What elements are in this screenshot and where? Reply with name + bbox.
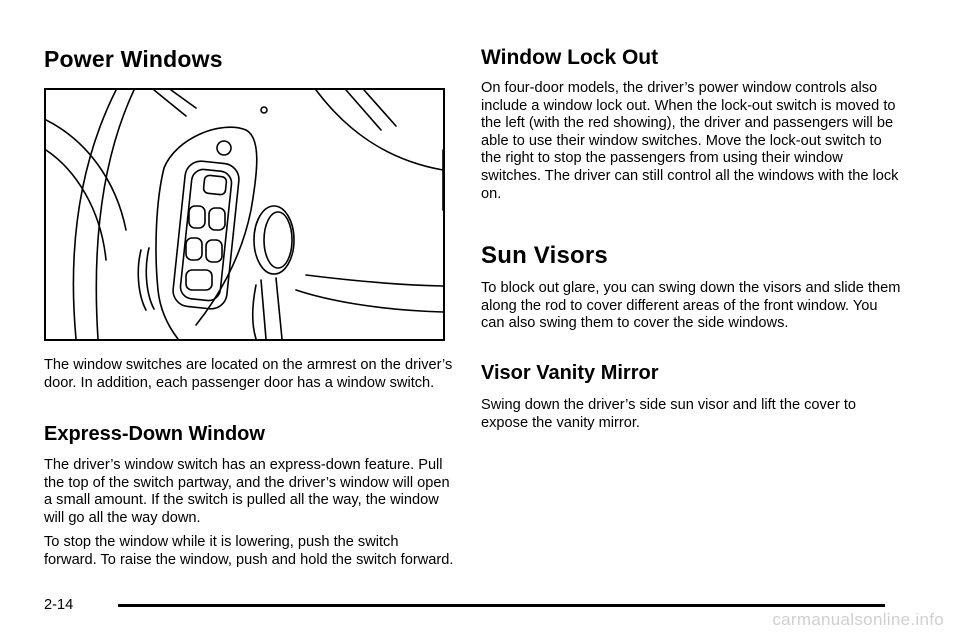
visor-vanity-mirror-heading: Visor Vanity Mirror (481, 362, 659, 384)
express-down-heading: Express-Down Window (44, 423, 265, 445)
sun-visors-paragraph: To block out glare, you can swing down the visors and slide them along the rod to cover different areas of the front window. You can also swing them to cover the side windows. (481, 280, 901, 332)
window-switch-illustration (44, 88, 445, 341)
window-lock-out-heading: Window Lock Out (481, 46, 659, 69)
intro-paragraph: The window switches are located on the armrest on the driver’s door. In addition, each passenger door has a window switch. (44, 357, 453, 391)
express-down-paragraph-1: The driver’s window switch has an express-down feature. Pull the top of the switch partway, and the driver’s window will open a small amount. If the switch is pulled all the way, the window will go all the way down. (44, 457, 450, 526)
express-down-paragraph-2: To stop the window while it is lowering, push the switch forward. To raise the window, push and hold the switch forward. (44, 534, 454, 568)
footer-rule (118, 604, 885, 607)
sun-visors-heading: Sun Visors (481, 242, 608, 269)
armrest-switch-drawing (46, 90, 443, 339)
page-title: Power Windows (44, 46, 223, 72)
visor-vanity-mirror-paragraph: Swing down the driver’s side sun visor and lift the cover to expose the vanity mirror. (481, 397, 857, 431)
page-number: 2-14 (44, 597, 74, 613)
watermark: carmanualsonline.info (772, 610, 944, 629)
window-lock-out-paragraph: On four-door models, the driver’s power window controls also include a window lock out. When the lock-out switch is moved to the left (with the red showing), the driver and passengers will be able to use their window switches. Move the lock-out switch to the right to stop the passengers from using their window switches. The driver can still control all the windows with the lock on. (481, 80, 899, 202)
